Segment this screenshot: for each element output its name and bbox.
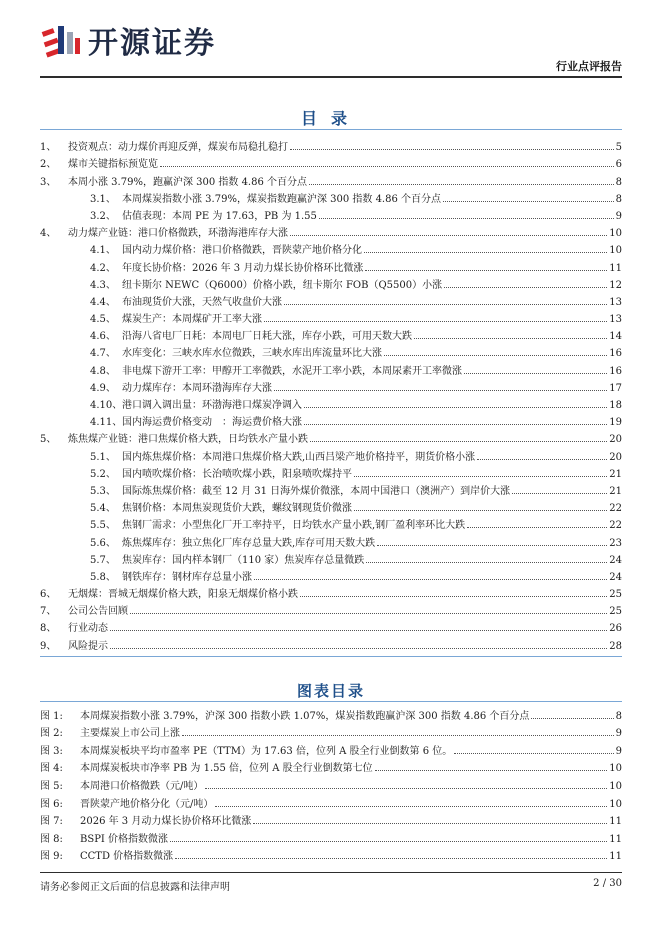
toc-entry-title: 沿海八省电厂日耗：本周电厂日耗大涨，库存小跌，可用天数大跌 <box>122 331 412 343</box>
figure-leader-dots <box>175 858 607 859</box>
figure-leader-dots <box>182 735 614 736</box>
figure-entry-page: 10 <box>609 798 622 810</box>
brand-logo-icon <box>40 20 82 60</box>
brand-logo <box>40 20 280 60</box>
toc-leader-dots <box>300 596 607 597</box>
toc-entry[interactable] <box>40 325 622 342</box>
figure-entry[interactable] <box>40 845 622 863</box>
toc-entry-number: 4.3、 <box>90 279 116 291</box>
figure-list <box>40 704 622 862</box>
figure-entry-number: 图 5: <box>40 780 63 792</box>
figure-entry-page: 10 <box>609 780 622 792</box>
toc-entry-page: 12 <box>609 279 622 291</box>
header-divider <box>40 76 622 78</box>
toc-entry[interactable] <box>40 342 622 359</box>
toc-entry-number: 5.1、 <box>90 451 116 463</box>
figure-entry-number: 图 2: <box>40 728 63 740</box>
figure-entry-number: 图 3: <box>40 745 63 757</box>
toc-entry-page: 24 <box>609 571 622 583</box>
toc-entry-page: 21 <box>609 485 622 497</box>
toc-entry-title: 本周小涨 3.79%，跑赢沪深 300 指数 4.86 个百分点 <box>68 176 308 188</box>
toc-entry-number: 2、 <box>40 159 57 171</box>
toc-entry-title: 水库变化：三峡水库水位微跌，三峡水库出库流量环比大涨 <box>122 348 382 360</box>
toc-entry[interactable] <box>40 170 622 187</box>
toc-entry-page: 8 <box>615 176 622 188</box>
toc-entry-page: 21 <box>609 468 622 480</box>
toc-leader-dots <box>477 459 607 460</box>
footer-disclaimer: 请务必参阅正文后面的信息披露和法律声明 <box>40 882 230 893</box>
figure-entry[interactable] <box>40 704 622 722</box>
toc-leader-dots <box>274 390 607 391</box>
figure-entry-page: 11 <box>609 833 622 845</box>
toc-leader-dots <box>444 287 607 288</box>
toc-end-divider <box>40 656 622 657</box>
toc-entry-title: 焦钢价格：本周焦炭现货价大跌，螺纹钢现货价微涨 <box>122 503 352 515</box>
toc-entry[interactable] <box>40 308 622 325</box>
toc-entry-title: 煤市关键指标预览览 <box>68 159 158 171</box>
toc-entry-page: 25 <box>609 589 622 601</box>
toc-leader-dots <box>304 407 607 408</box>
figure-entry-number: 图 1: <box>40 710 63 722</box>
toc-entry-page: 20 <box>609 434 622 446</box>
toc-title-divider <box>40 129 622 130</box>
toc-entry-page: 5 <box>615 142 622 154</box>
toc-entry-page: 20 <box>609 451 622 463</box>
toc-entry-page: 11 <box>609 262 622 274</box>
toc-entry-title: 国内海运费价格变动 ：海运费价格大涨 <box>122 417 302 429</box>
toc-entry-number: 4.7、 <box>90 348 116 360</box>
toc-leader-dots <box>319 218 614 219</box>
toc-entry-title: 炼焦煤库存：独立焦化厂库存总量大跌,库存可用天数大跌 <box>122 537 376 549</box>
footer-divider <box>40 872 622 873</box>
toc-entry-number: 9、 <box>40 640 57 652</box>
toc-entry[interactable] <box>40 531 622 548</box>
brand-name: 开源证券 <box>88 26 216 61</box>
toc-entry-number: 3.1、 <box>90 193 116 205</box>
toc-entry[interactable] <box>40 497 622 514</box>
toc-entry[interactable] <box>40 463 622 480</box>
toc-entry[interactable] <box>40 600 622 617</box>
figure-entry-page: 11 <box>609 816 622 828</box>
toc-entry-number: 5.3、 <box>90 485 116 497</box>
page-header <box>40 14 622 74</box>
toc-entry-page: 25 <box>609 606 622 618</box>
toc-entry-title: 非电煤下游开工率：甲醇开工率微跌，水泥开工率小跌，本周尿素开工率微涨 <box>122 365 462 377</box>
figure-entry-title: CCTD 价格指数微涨 <box>80 851 174 863</box>
toc-leader-dots <box>365 270 607 271</box>
toc-leader-dots <box>284 304 607 305</box>
toc-entry-page: 9 <box>615 210 622 222</box>
toc-entry-number: 5.4、 <box>90 503 116 515</box>
toc-leader-dots <box>304 424 607 425</box>
toc-entry-title: 风险提示 <box>68 640 108 652</box>
toc-entry-page: 22 <box>609 520 622 532</box>
toc-entry[interactable] <box>40 205 622 222</box>
figure-entry-title: 本周煤炭板块市净率 PB 为 1.55 倍，位列 A 股全行业倒数第七位 <box>80 763 373 775</box>
toc-entry-title: 估值表现：本周 PE 为 17.63，PB 为 1.55 <box>122 210 317 222</box>
toc-entry[interactable] <box>40 256 622 273</box>
table-of-contents <box>40 136 622 652</box>
toc-entry[interactable] <box>40 377 622 394</box>
figure-entry-title: BSPI 价格指数微涨 <box>80 833 169 845</box>
toc-leader-dots <box>264 321 607 322</box>
figure-list-title: 图表目录 <box>296 682 365 700</box>
figure-entry-title: 2026 年 3 月动力煤长协价格环比微涨 <box>80 816 252 828</box>
figure-entry[interactable] <box>40 722 622 740</box>
toc-entry-number: 5.2、 <box>90 468 116 480</box>
toc-entry-page: 17 <box>609 382 622 394</box>
toc-entry-title: 投资观点：动力煤价再迎反弹，煤炭布局稳扎稳打 <box>68 142 288 154</box>
figure-entry-page: 11 <box>609 851 622 863</box>
toc-entry-title: 国内动力煤价格：港口价格微跌，晋陕蒙产地价格分化 <box>122 245 362 257</box>
toc-entry-number: 4.5、 <box>90 314 116 326</box>
toc-entry-title: 纽卡斯尔 NEWC（Q6000）价格小跌，纽卡斯尔 FOB（Q5500）小涨 <box>122 279 443 291</box>
figure-leader-dots <box>170 841 607 842</box>
toc-leader-dots <box>354 476 607 477</box>
toc-entry-page: 8 <box>615 193 622 205</box>
toc-leader-dots <box>309 184 614 185</box>
toc-entry-number: 5.7、 <box>90 554 116 566</box>
toc-entry[interactable] <box>40 445 622 462</box>
toc-entry-title: 港口调入调出量：环渤海港口煤炭净调入 <box>122 400 302 411</box>
toc-entry-number: 3.2、 <box>90 210 116 222</box>
figure-leader-dots <box>253 823 607 824</box>
toc-entry-number: 4.4、 <box>90 296 116 308</box>
figure-leader-dots <box>205 788 607 789</box>
toc-entry-title: 国内喷吹煤价格：长治喷吹煤小跌，阳泉喷吹煤持平 <box>122 468 352 480</box>
figure-entry-page: 9 <box>615 728 622 740</box>
toc-leader-dots <box>384 355 607 356</box>
toc-entry[interactable] <box>40 583 622 600</box>
toc-leader-dots <box>354 510 607 511</box>
footer-page-number: 2 / 30 <box>593 878 622 889</box>
toc-entry[interactable] <box>40 239 622 256</box>
figure-entry[interactable] <box>40 739 622 757</box>
toc-entry-page: 14 <box>609 331 622 343</box>
report-type-label: 行业点评报告 <box>556 60 622 73</box>
toc-entry-number: 3、 <box>40 176 57 188</box>
toc-entry-number: 5、 <box>40 434 57 446</box>
toc-entry[interactable] <box>40 188 622 205</box>
toc-entry[interactable] <box>40 634 622 651</box>
toc-entry[interactable] <box>40 514 622 531</box>
toc-entry[interactable] <box>40 136 622 153</box>
toc-entry-title: 国内炼焦煤价格：本周港口焦煤价格大跌,山西吕梁产地价格持平，期货价格小涨 <box>122 451 476 463</box>
toc-entry-title: 国际炼焦煤价格：截至 12 月 31 日海外煤价微涨，本周中国港口（澳洲产）到岸价大涨 <box>122 485 511 497</box>
figure-entry-title: 主要煤炭上市公司上涨 <box>80 728 180 740</box>
figure-entry-title: 晋陕蒙产地价格分化（元/吨） <box>80 798 214 810</box>
figure-entry-title: 本周煤炭指数小涨 3.79%，沪深 300 指数小跌 1.07%，煤炭指数跑赢沪深 300 指数 4.86 个百分点 <box>80 710 530 722</box>
figure-entry-number: 图 6: <box>40 798 63 810</box>
toc-leader-dots <box>366 562 607 563</box>
toc-title: 目录 <box>300 109 361 128</box>
toc-entry-title: 钢铁库存：钢材库存总量小涨 <box>122 571 252 583</box>
toc-entry-number: 4.10、 <box>90 400 123 411</box>
toc-leader-dots <box>464 373 607 374</box>
toc-leader-dots <box>290 149 614 150</box>
figure-entry[interactable] <box>40 774 622 792</box>
toc-entry-page: 24 <box>609 554 622 566</box>
figure-leader-dots <box>454 753 613 754</box>
toc-leader-dots <box>414 338 607 339</box>
figure-entry-title: 本周港口价格微跌（元/吨） <box>80 780 204 792</box>
figure-entry[interactable] <box>40 827 622 845</box>
toc-entry-page: 6 <box>615 159 622 171</box>
toc-entry[interactable] <box>40 411 622 428</box>
toc-entry-page: 19 <box>609 417 622 429</box>
figure-leader-dots <box>215 806 607 807</box>
figure-entry-number: 图 4: <box>40 763 63 775</box>
toc-leader-dots <box>130 613 607 614</box>
toc-entry-page: 13 <box>609 314 622 326</box>
toc-leader-dots <box>290 235 607 236</box>
toc-entry-number: 4.2、 <box>90 262 116 274</box>
toc-entry-number: 4.6、 <box>90 331 116 343</box>
toc-leader-dots <box>443 201 614 202</box>
toc-entry-page: 10 <box>609 228 622 240</box>
toc-entry[interactable] <box>40 153 622 170</box>
toc-leader-dots <box>512 493 607 494</box>
toc-entry-number: 4.11、 <box>90 417 123 429</box>
figure-entry-page: 9 <box>615 745 622 757</box>
figure-entry-number: 图 8: <box>40 833 63 845</box>
figure-entry-page: 8 <box>615 710 622 722</box>
toc-entry-page: 26 <box>609 623 622 635</box>
toc-leader-dots <box>110 630 607 631</box>
toc-entry-number: 7、 <box>40 606 57 618</box>
toc-entry-title: 煤炭生产：本周煤矿开工率大涨 <box>122 314 262 326</box>
toc-entry[interactable] <box>40 394 622 411</box>
toc-entry-title: 炼焦煤产业链：港口焦煤价格大跌，日均铁水产量小跌 <box>68 434 308 446</box>
toc-entry-number: 8、 <box>40 623 57 635</box>
toc-entry-title: 动力煤库存：本周环渤海库存大涨 <box>122 382 272 394</box>
figure-entry-title: 本周煤炭板块平均市盈率 PE（TTM）为 17.63 倍，位列 A 股全行业倒数第 6 位。 <box>80 745 453 757</box>
toc-entry-page: 18 <box>609 400 622 411</box>
toc-entry-page: 22 <box>609 503 622 515</box>
toc-leader-dots <box>110 648 607 649</box>
toc-entry-page: 23 <box>609 537 622 549</box>
toc-entry-number: 6、 <box>40 589 57 601</box>
toc-entry-title: 年度长协价格：2026 年 3 月动力煤长协价格环比微涨 <box>122 262 364 274</box>
toc-entry-page: 16 <box>609 348 622 360</box>
toc-entry-title: 布油现货价大涨，天然气收盘价大涨 <box>122 296 282 308</box>
toc-entry-number: 5.6、 <box>90 537 116 549</box>
toc-leader-dots <box>310 441 607 442</box>
toc-entry-number: 4.8、 <box>90 365 116 377</box>
toc-entry[interactable] <box>40 291 622 308</box>
toc-entry-title: 无烟煤：晋城无烟煤价格大跌，阳泉无烟煤价格小跌 <box>68 589 298 601</box>
toc-entry-number: 5.5、 <box>90 520 116 532</box>
toc-entry-title: 行业动态 <box>68 623 108 635</box>
toc-leader-dots <box>160 166 614 167</box>
toc-entry-title: 动力煤产业链：港口价格微跌，环渤海港库存大涨 <box>68 228 288 240</box>
toc-leader-dots <box>364 252 607 253</box>
toc-entry[interactable] <box>40 549 622 566</box>
figure-entry-number: 图 9: <box>40 851 63 863</box>
toc-entry-title: 公司公告回顾 <box>68 606 128 618</box>
toc-entry[interactable] <box>40 274 622 291</box>
figure-title-divider <box>40 701 622 702</box>
figure-entry-page: 10 <box>609 763 622 775</box>
toc-entry[interactable] <box>40 566 622 583</box>
toc-entry-page: 16 <box>609 365 622 377</box>
toc-leader-dots <box>467 527 607 528</box>
figure-entry[interactable] <box>40 792 622 810</box>
figure-entry[interactable] <box>40 757 622 775</box>
toc-entry-title: 焦炭库存：国内样本钢厂（110 家）焦炭库存总量微跌 <box>122 554 365 566</box>
figure-leader-dots <box>531 718 613 719</box>
toc-entry[interactable] <box>40 428 622 445</box>
toc-entry-page: 28 <box>609 640 622 652</box>
toc-entry-number: 4.1、 <box>90 245 116 257</box>
toc-entry-number: 4、 <box>40 228 57 240</box>
toc-entry-page: 10 <box>609 245 622 257</box>
figure-entry[interactable] <box>40 810 622 828</box>
toc-leader-dots <box>254 579 607 580</box>
toc-entry-title: 本周煤炭指数小涨 3.79%，煤炭指数跑赢沪深 300 指数 4.86 个百分点 <box>122 193 442 205</box>
toc-entry-number: 5.8、 <box>90 571 116 583</box>
toc-entry[interactable] <box>40 222 622 239</box>
toc-entry-page: 13 <box>609 296 622 308</box>
toc-entry[interactable] <box>40 480 622 497</box>
toc-leader-dots <box>377 545 607 546</box>
figure-leader-dots <box>375 770 608 771</box>
toc-entry-number: 1、 <box>40 142 57 154</box>
toc-entry[interactable] <box>40 617 622 634</box>
toc-entry-title: 焦钢厂需求：小型焦化厂开工率持平，日均铁水产量小跌,钢厂盈利率环比大跌 <box>122 520 466 532</box>
toc-entry-number: 4.9、 <box>90 382 116 394</box>
toc-entry[interactable] <box>40 359 622 376</box>
figure-entry-number: 图 7: <box>40 816 63 828</box>
